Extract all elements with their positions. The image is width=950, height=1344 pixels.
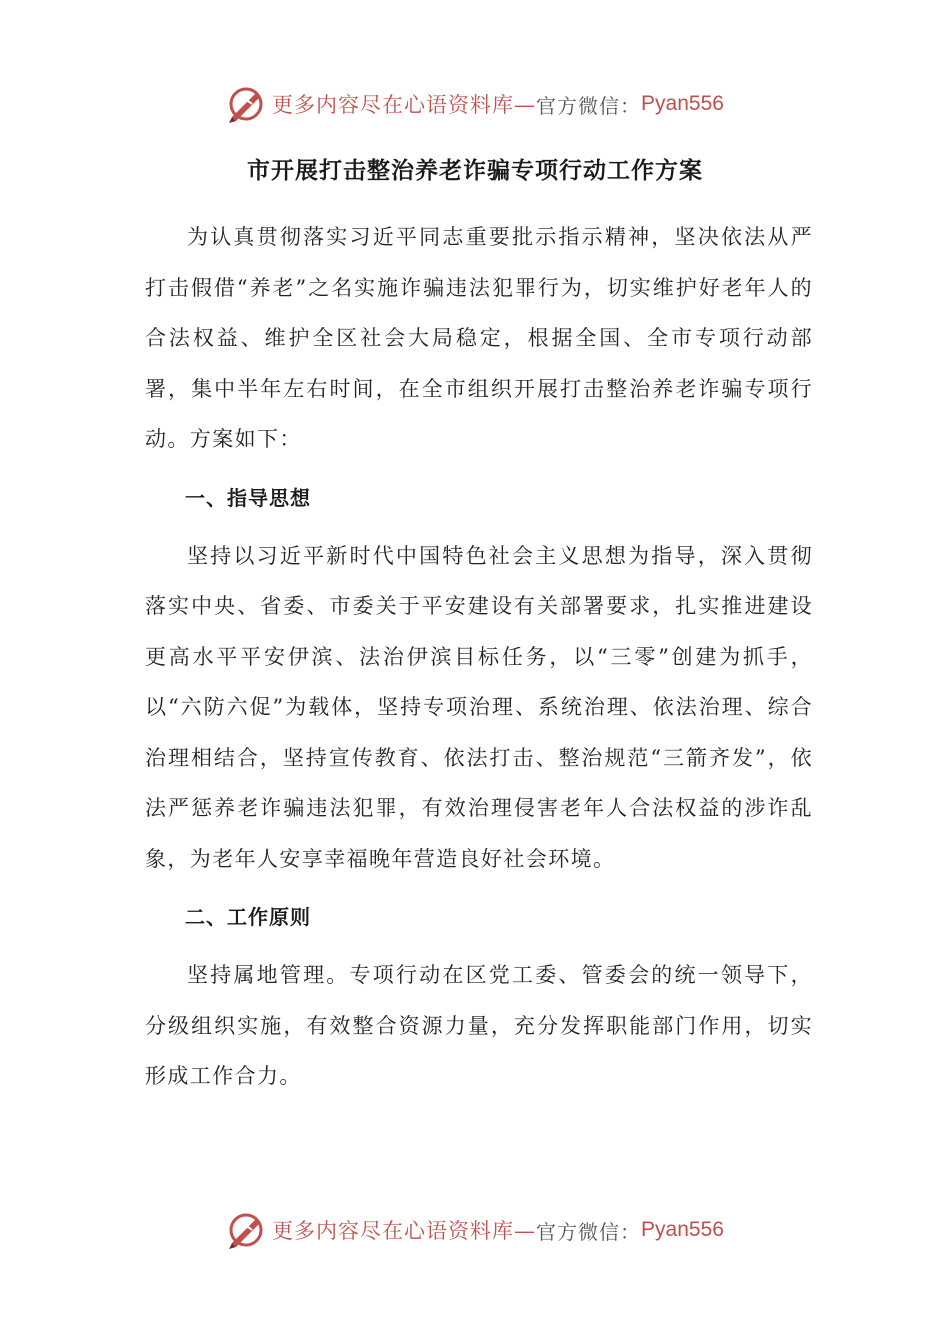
banner-wechat-label: 官方微信： bbox=[536, 1219, 642, 1244]
banner-wechat-id: Pyan556 bbox=[641, 1218, 724, 1241]
section-heading-work-principles: 二、工作原则 bbox=[185, 905, 311, 929]
section-heading-guiding-ideology: 一、指导思想 bbox=[185, 485, 311, 510]
header-watermark-banner bbox=[0, 82, 950, 126]
banner-wechat-label: 官方微信： bbox=[536, 93, 642, 118]
banner-wechat-id: Pyan556 bbox=[641, 92, 724, 115]
banner-text: 更多内容尽在心语资料库— bbox=[272, 93, 537, 117]
document-title: 市开展打击整治养老诈骗专项行动工作方案 bbox=[247, 158, 703, 184]
pen-logo-icon bbox=[226, 1210, 266, 1250]
guiding-ideology-paragraph: 坚持以习近平新时代中国特色社会主义思想为指导，深入贯彻落实中央、省委、市委关于平安建设有关部署要求，扎实推进建设更高水平平安伊滨、法治伊滨目标任务，以“三零”创建为抓手，以“六防六促”为载体，坚持专项治理、系统治理、依法治理、综合治理相结合，坚持宣传教育、依法打击、整治规范“三箭齐发”，依法严惩养老诈骗违法犯罪，有效治理侵害老年人合法权益的涉诈乱象，为老年人安享幸福晚年营造良好社会环境。 bbox=[145, 543, 813, 871]
work-principles-paragraph: 坚持属地管理。专项行动在区党工委、管委会的统一领导下，分级组织实施，有效整合资源力量，充分发挥职能部门作用，切实形成工作合力。 bbox=[145, 963, 813, 1088]
document-body bbox=[145, 212, 813, 1102]
pen-logo-icon bbox=[226, 84, 266, 124]
banner-text: 更多内容尽在心语资料库— bbox=[272, 1219, 537, 1243]
footer-watermark-banner bbox=[0, 1208, 950, 1252]
intro-paragraph: 为认真贯彻落实习近平同志重要批示指示精神，坚决依法从严打击假借“养老”之名实施诈骗违法犯罪行为，切实维护好老年人的合法权益、维护全区社会大局稳定，根据全国、全市专项行动部署，集中半年左右时间，在全市组织开展打击整治养老诈骗专项行动。方案如下： bbox=[145, 225, 813, 451]
